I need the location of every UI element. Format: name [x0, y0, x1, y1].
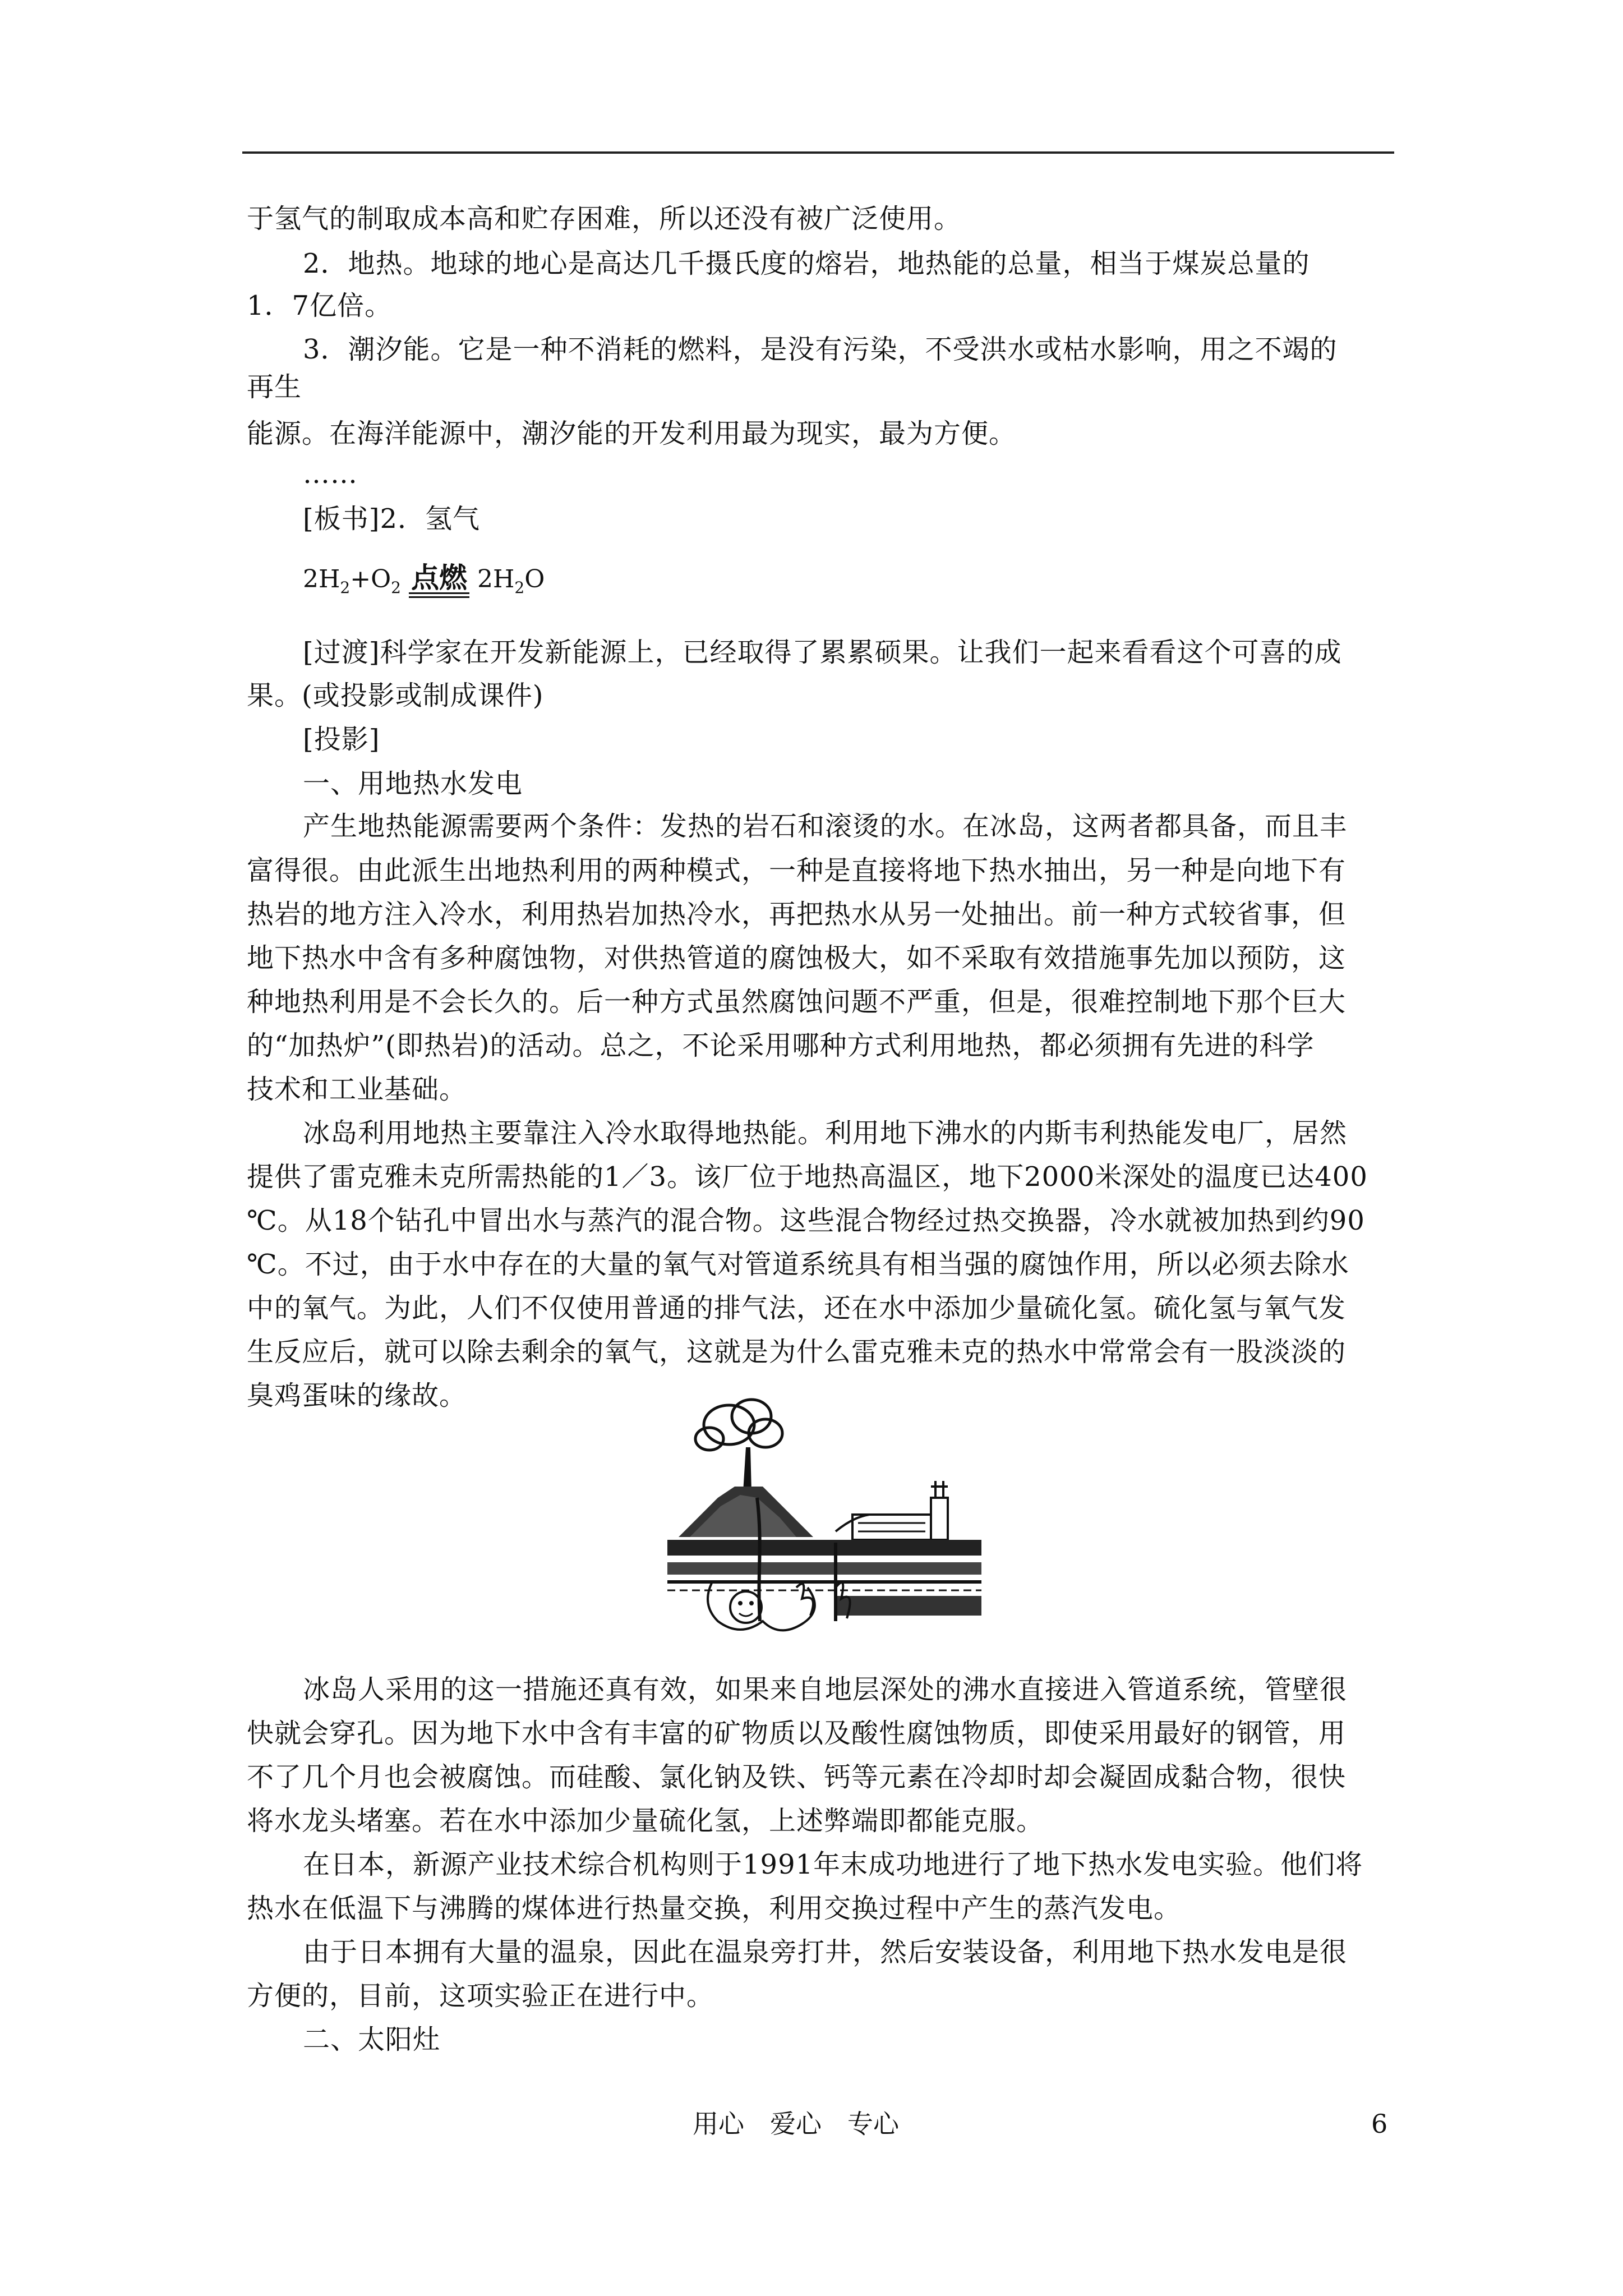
section-heading: 一、用地热水发电	[303, 768, 523, 799]
paragraph-line: 不了几个月也会被腐蚀。而硅酸、氯化钠及铁、钙等元素在冷却时却会凝固成黏合物，很快	[247, 1761, 1347, 1793]
paragraph-line: 1．7亿倍。	[247, 290, 393, 321]
paragraph-line: 方便的，目前，这项实验正在进行中。	[247, 1980, 714, 2012]
paragraph-line: 再生	[247, 371, 302, 403]
paragraph-line: 将水龙头堵塞。若在水中添加少量硫化氢，上述弊端即都能克服。	[247, 1805, 1044, 1837]
paragraph-line: 的“加热炉”(即热岩)的活动。总之，不论采用哪种方式利用地热，都必须拥有先进的科学	[247, 1030, 1315, 1061]
board-note: [板书]2．氢气	[303, 503, 480, 535]
paragraph-line: 3．潮汐能。它是一种不消耗的燃料，是没有污染，不受洪水或枯水影响，用之不竭的	[303, 334, 1338, 365]
header-rule	[242, 151, 1394, 154]
ellipsis: ……	[303, 458, 358, 490]
paragraph-line: 冰岛利用地热主要靠注入冷水取得地热能。利用地下沸水的内斯韦利热能发电厂，居然	[303, 1117, 1348, 1149]
paragraph-line: 能源。在海洋能源中，潮汐能的开发利用最为现实，最为方便。	[247, 418, 1017, 449]
paragraph-line: 地下热水中含有多种腐蚀物，对供热管道的腐蚀极大，如不采取有效措施事先加以预防，这	[247, 942, 1347, 974]
geothermal-illustration	[667, 1397, 981, 1644]
paragraph-line: 快就会穿孔。因为地下水中含有丰富的矿物质以及酸性腐蚀物质，即使采用最好的钢管，用	[247, 1718, 1347, 1749]
paragraph-line: 在日本，新源产业技术综合机构则于1991年末成功地进行了地下热水发电实验。他们将	[303, 1849, 1363, 1880]
footer-slogan: 用心 爱心 专心	[693, 2109, 899, 2139]
paragraph-line: 果。(或投影或制成课件)	[247, 680, 544, 711]
projection-note: [投影]	[303, 724, 380, 755]
paragraph-line: 提供了雷克雅未克所需热能的1／3。该厂位于地热高温区，地下2000米深处的温度已达400	[247, 1161, 1368, 1193]
paragraph-line: 2．地热。地球的地心是高达几千摄氏度的熔岩，地热能的总量，相当于煤炭总量的	[303, 248, 1310, 279]
paragraph-line: 种地热利用是不会长久的。后一种方式虽然腐蚀问题不严重，但是，很难控制地下那个巨大	[247, 986, 1347, 1018]
paragraph-line: [过渡]科学家在开发新能源上，已经取得了累累硕果。让我们一起来看看这个可喜的成	[303, 637, 1342, 668]
paragraph-line: 于氢气的制取成本高和贮存困难，所以还没有被广泛使用。	[247, 203, 962, 234]
paragraph-line: ℃。不过，由于水中存在的大量的氧气对管道系统具有相当强的腐蚀作用，所以必须去除水	[247, 1249, 1349, 1280]
paragraph-line: 技术和工业基础。	[247, 1074, 467, 1105]
paragraph-line: 热岩的地方注入冷水，利用热岩加热冷水，再把热水从另一处抽出。前一种方式较省事，但	[247, 899, 1347, 930]
reaction-condition: 点燃	[409, 561, 469, 595]
paragraph-line: 生反应后，就可以除去剩余的氧气，这就是为什么雷克雅未克的热水中常常会有一股淡淡的	[247, 1336, 1347, 1368]
paragraph-line: 产生地热能源需要两个条件：发热的岩石和滚烫的水。在冰岛，这两者都具备，而且丰	[303, 811, 1348, 842]
paragraph-line: 富得很。由此派生出地热利用的两种模式，一种是直接将地下热水抽出，另一种是向地下有	[247, 855, 1347, 886]
paragraph-line: 中的氧气。为此，人们不仅使用普通的排气法，还在水中添加少量硫化氢。硫化氢与氧气发	[247, 1292, 1347, 1324]
chemical-equation: $2H_2+O_2$ 点燃 $2H_2O$	[303, 561, 545, 597]
paragraph-line: 热水在低温下与沸腾的煤体进行热量交换，利用交换过程中产生的蒸汽发电。	[247, 1893, 1182, 1924]
paragraph-line: ℃。从18个钻孔中冒出水与蒸汽的混合物。这些混合物经过热交换器，冷水就被加热到约90	[247, 1205, 1365, 1236]
paragraph-line: 冰岛人采用的这一措施还真有效，如果来自地层深处的沸水直接进入管道系统，管壁很	[303, 1674, 1348, 1705]
paragraph-line: 由于日本拥有大量的温泉，因此在温泉旁打井，然后安装设备，利用地下热水发电是很	[303, 1936, 1348, 1968]
section-heading: 二、太阳灶	[303, 2024, 441, 2055]
paragraph-line: 臭鸡蛋味的缘故。	[247, 1380, 467, 1411]
page-number: 6	[1371, 2109, 1388, 2139]
